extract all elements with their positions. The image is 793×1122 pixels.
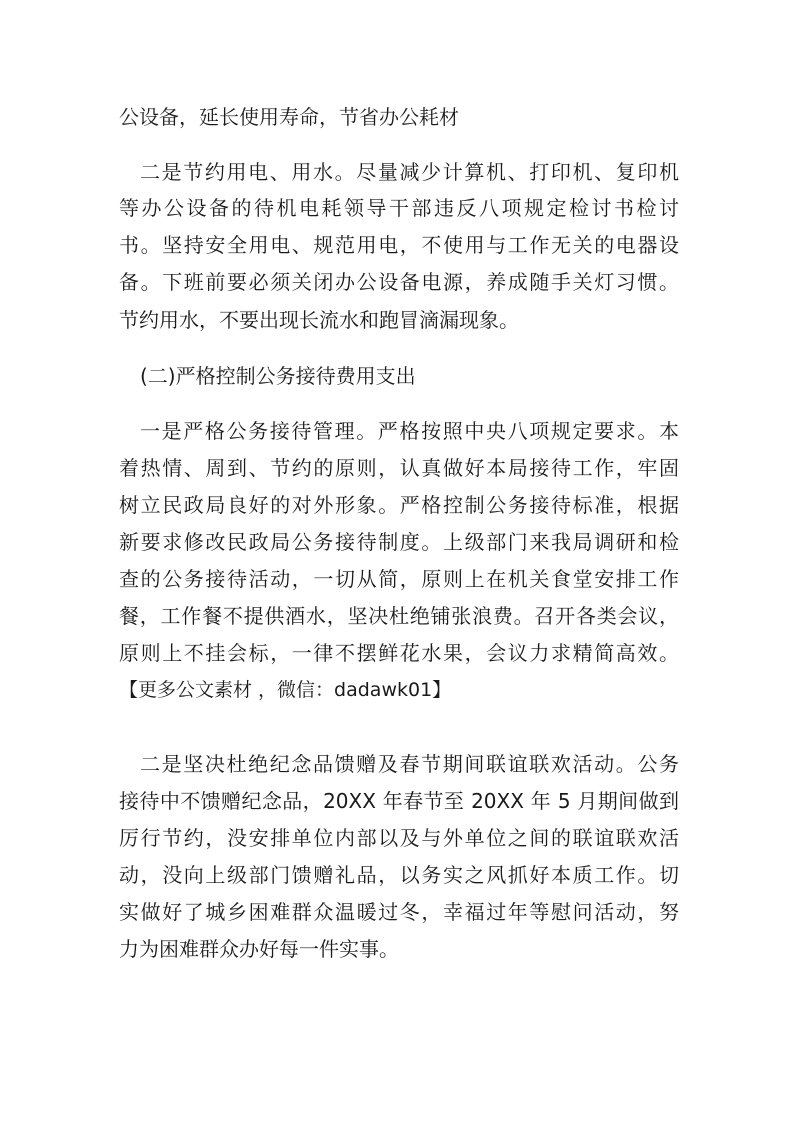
paragraph-first-line: 二是坚决杜绝纪念品馈赠及春节期间联谊联欢活动。公务 [140, 752, 679, 776]
text-line: 实做好了城乡困难群众温暖过冬，幸福过年等慰问活动，努 [119, 900, 679, 924]
paragraph-first-line: 一是严格公务接待管理。严格按照中央八项规定要求。本 [140, 419, 679, 443]
text-line: 厉行节约，没安排单位内部以及与外单位之间的联谊联欢活 [119, 826, 679, 850]
text-line: 动，没向上级部门馈赠礼品，以务实之风抓好本质工作。切 [119, 863, 679, 887]
text-line: 力为困难群众办好每一件实事。 [119, 937, 399, 961]
section-heading: (二)严格控制公务接待费用支出 [140, 364, 416, 388]
text-line: 等办公设备的待机电耗领导干部违反八项规定检讨书检讨 [119, 196, 679, 220]
text-line: 新要求修改民政局公务接待制度。上级部门来我局调研和检 [119, 530, 679, 554]
text-line: 树立民政局良好的对外形象。严格控制公务接待标准，根据 [119, 493, 679, 517]
text-line: 节约用水，不要出现长流水和跑冒滴漏现象。 [119, 308, 519, 332]
text-line: 备。下班前要必须关闭办公设备电源，养成随手关灯习惯。 [119, 270, 679, 294]
text-line: 接待中不馈赠纪念品，20XX 年春节至 20XX 年 5 月期间做到 [119, 789, 679, 813]
text-line: 着热情、周到、节约的原则，认真做好本局接待工作，牢固 [119, 456, 679, 480]
text-line: 餐，工作餐不提供酒水，坚决杜绝铺张浪费。召开各类会议， [119, 604, 679, 628]
text-line: 公设备，延长使用寿命，节省办公耗材 [119, 105, 459, 129]
text-line: 查的公务接待活动，一切从简，原则上在机关食堂安排工作 [119, 567, 679, 591]
text-line: 原则上不挂会标，一律不摆鲜花水果，会议力求精简高效。 [119, 641, 679, 665]
paragraph-first-line: 二是节约用电、用水。尽量减少计算机、打印机、复印机 [140, 160, 679, 184]
promo-line: 【更多公文素材 ，微信：dadawk01】 [119, 679, 452, 701]
text-line: 书。坚持安全用电、规范用电，不使用与工作无关的电器设 [119, 233, 679, 257]
